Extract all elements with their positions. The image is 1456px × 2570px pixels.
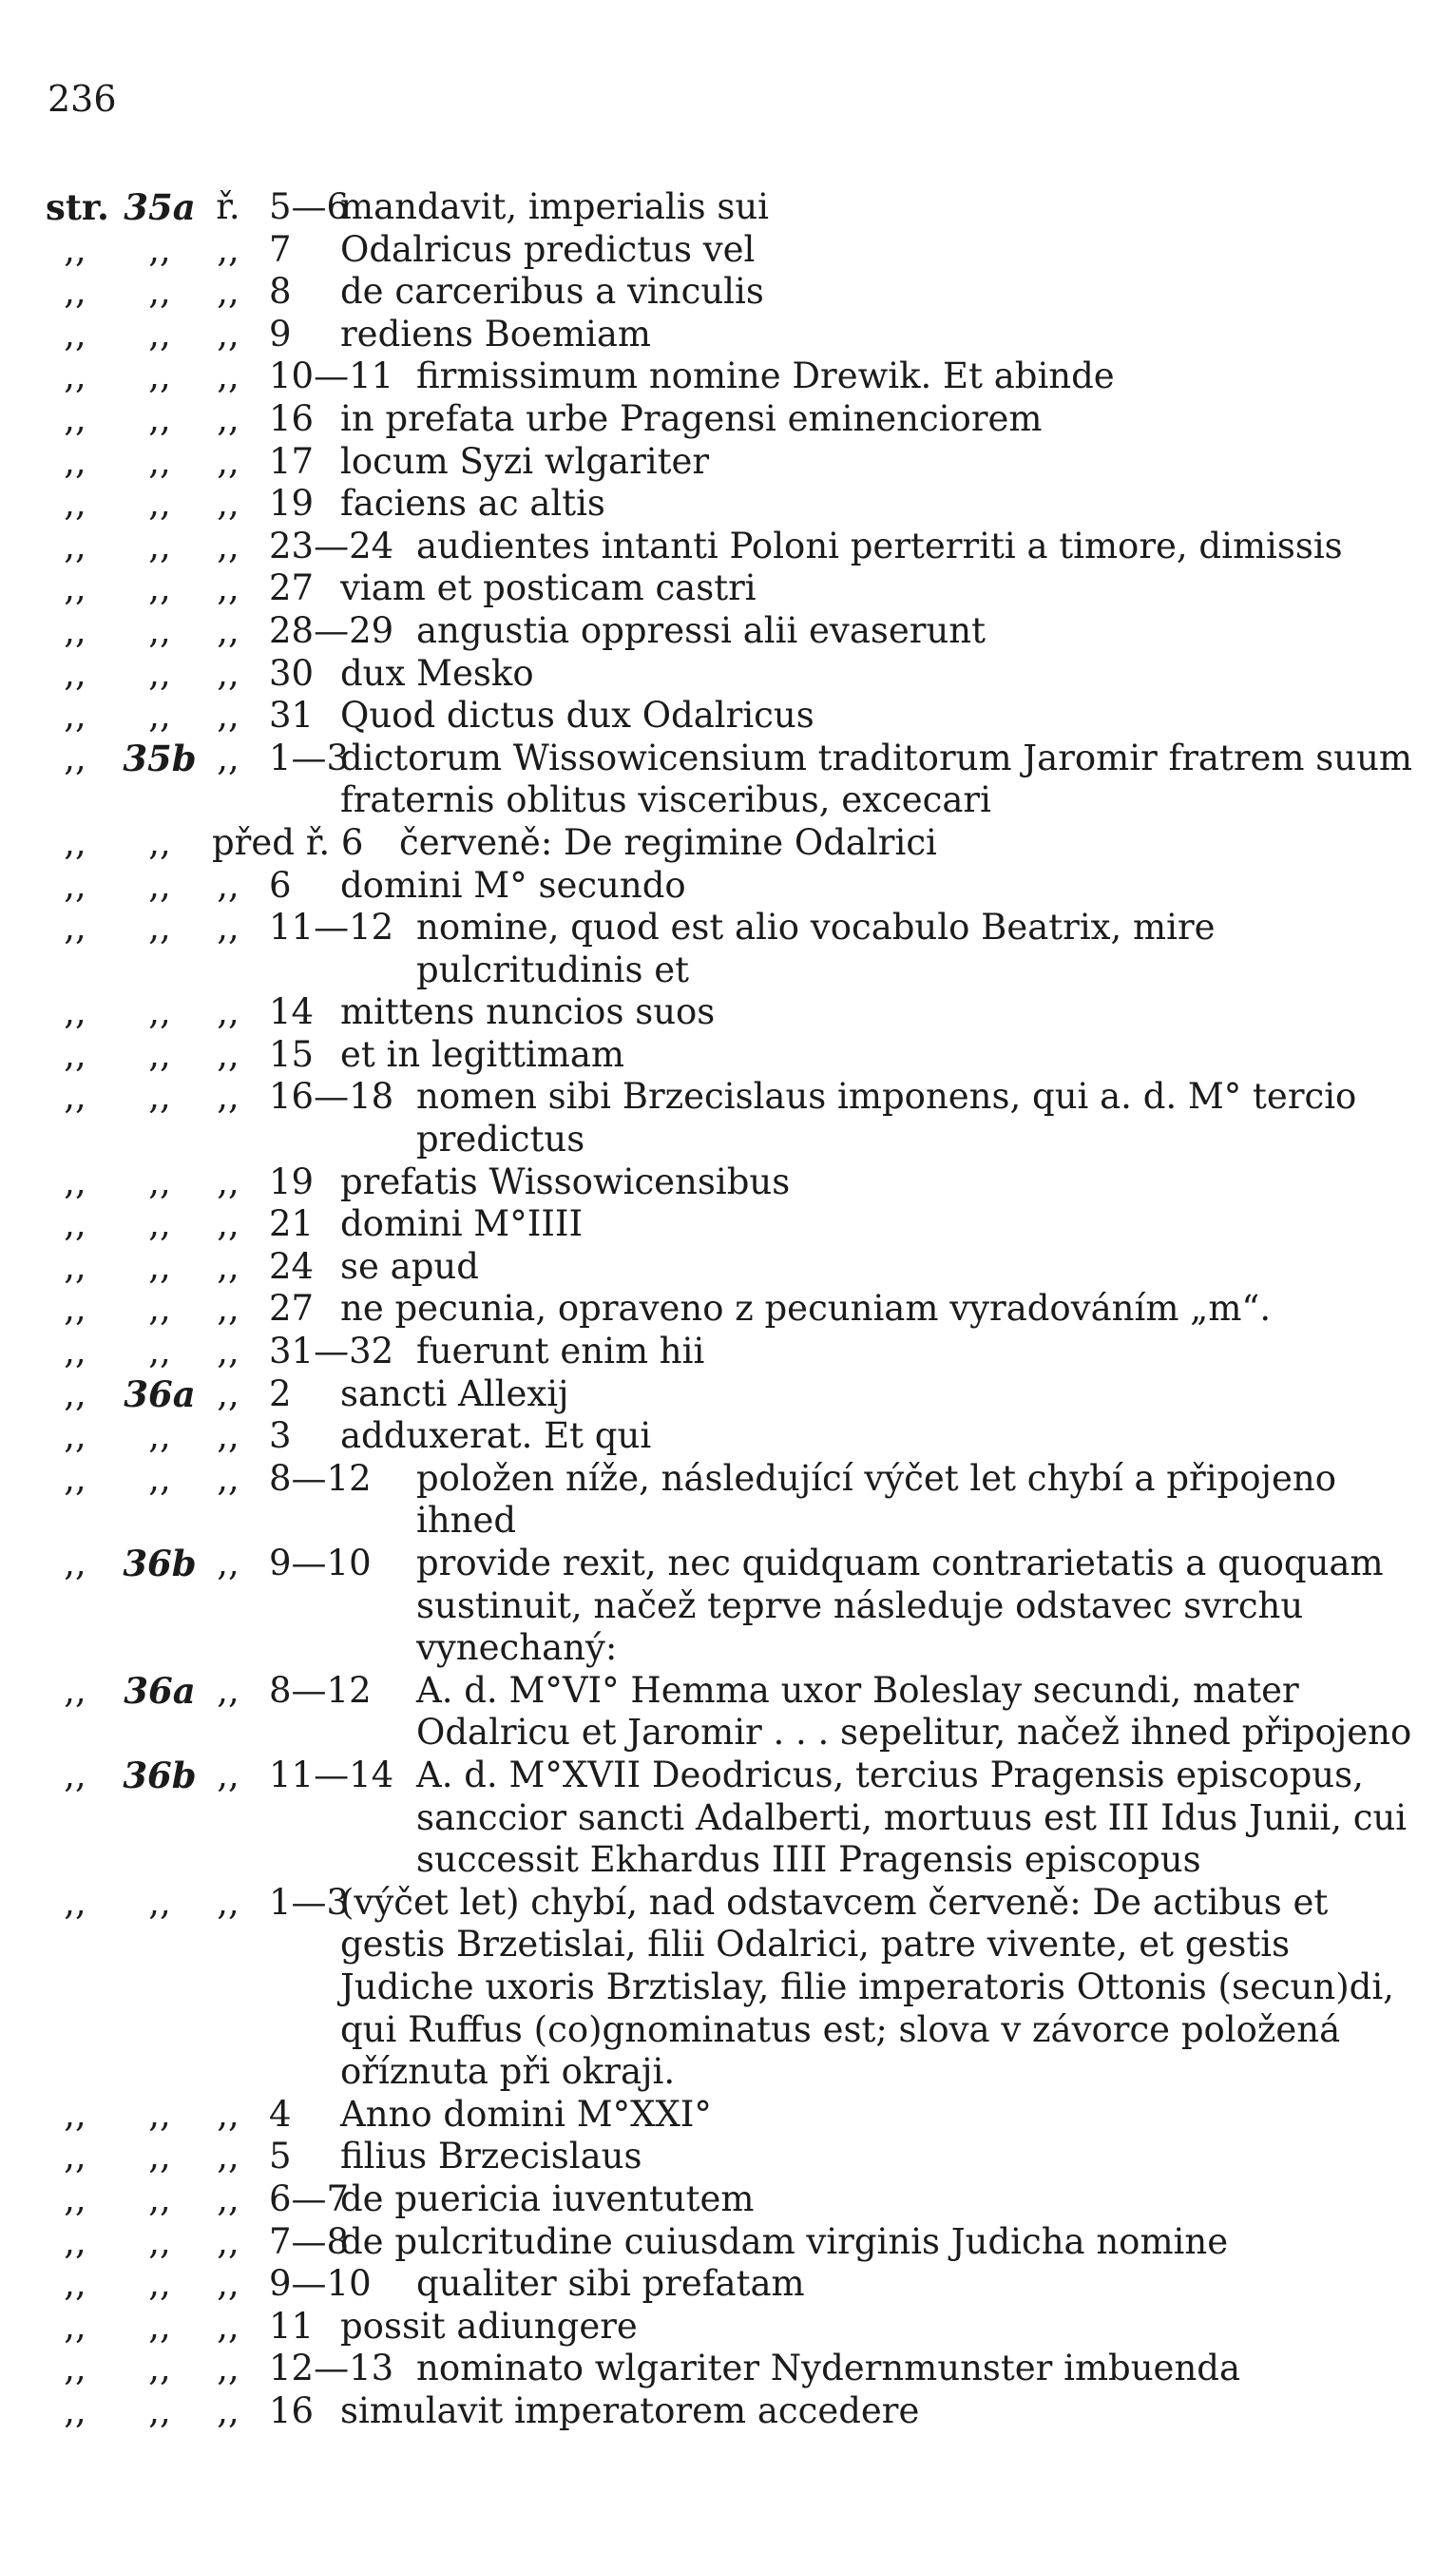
- line-marker: ,,: [217, 1415, 239, 1457]
- folio-ref: ,,: [148, 1457, 171, 1499]
- folio-ref: ,,: [148, 864, 171, 906]
- line-number: 21: [269, 1203, 315, 1245]
- folio-ref: ,,: [148, 440, 171, 482]
- line-number: 11: [269, 2305, 315, 2347]
- apparatus-entry: [46, 1373, 1414, 1416]
- folio-ref: ,,: [148, 2220, 171, 2262]
- folio-ref: ,,: [148, 652, 171, 694]
- folio-ref: ,,: [148, 483, 171, 525]
- page-ref: ,,: [64, 567, 86, 609]
- page-ref: ,,: [64, 1288, 86, 1330]
- page-ref: ,,: [64, 1245, 86, 1287]
- page-ref: ,,: [64, 483, 86, 525]
- apparatus-entry: [46, 865, 1414, 908]
- folio-ref: ,,: [148, 1160, 171, 1202]
- entry-text: adduxerat. Et qui: [340, 1415, 652, 1457]
- apparatus-entry: [46, 1161, 1414, 1204]
- page-ref: ,,: [64, 864, 86, 906]
- page-ref: ,,: [64, 1331, 86, 1372]
- line-number: 8—12: [269, 1669, 372, 1711]
- page-ref: ,,: [64, 1415, 86, 1457]
- page-ref: ,,: [64, 271, 86, 313]
- page-ref: ,,: [64, 695, 86, 737]
- apparatus-entry: [46, 1331, 1414, 1373]
- page-ref: ,,: [64, 2220, 86, 2262]
- page-ref: ,,: [64, 1033, 86, 1075]
- entry-text: provide rexit, nec quidquam contrarietatis a quoquam sustinuit, načež teprve následuje odstavec svrchu vynechaný:: [416, 1543, 1384, 1669]
- folio-ref: ,,: [148, 397, 171, 439]
- entry-text: Anno domini M°XXI°: [340, 2093, 712, 2135]
- apparatus-entry: [46, 1288, 1414, 1331]
- line-marker: ,,: [217, 864, 239, 906]
- line-number: 14: [269, 991, 315, 1033]
- line-marker: ,,: [217, 1245, 239, 1287]
- apparatus-entry: [46, 2094, 1414, 2137]
- page-ref: ,,: [64, 228, 86, 270]
- page-ref: ,,: [64, 1754, 86, 1795]
- line-number: 6: [269, 864, 292, 906]
- line-number: 9—10: [269, 1543, 372, 1583]
- folio-ref: ,,: [148, 2263, 171, 2305]
- line-number: 30: [269, 652, 315, 694]
- line-number: 3: [269, 1415, 292, 1457]
- entry-text: položen níže, následující výčet let chybí a připojeno ihned: [416, 1457, 1336, 1542]
- entry-text: qualiter sibi prefatam: [416, 2263, 805, 2305]
- line-marker: ,,: [217, 1288, 239, 1330]
- line-number: 6—7: [269, 2177, 350, 2219]
- apparatus-entry: [46, 398, 1414, 441]
- apparatus-entry: [46, 653, 1414, 696]
- apparatus-entry: [46, 1415, 1414, 1458]
- entry-text: A. d. M°XVII Deodricus, tercius Pragensis episcopus, sanccior sancti Adalberti, mortuus est III Idus Junii, cui successit Ekhardus IIII Pragensis episcopus: [416, 1754, 1408, 1881]
- folio-ref: ,,: [148, 1415, 171, 1457]
- page-ref: ,,: [64, 821, 86, 863]
- line-number: 31: [269, 695, 315, 737]
- apparatus-entry: [46, 1203, 1414, 1246]
- apparatus-entry: [46, 1882, 1414, 2094]
- entry-text: prefatis Wissowicensibus: [340, 1160, 791, 1202]
- entry-text: mandavit, imperialis sui: [340, 186, 769, 227]
- entry-text: dictorum Wissowicensium traditorum Jaromir fratrem suum fraternis oblitus visceribus, excecari: [340, 737, 1412, 821]
- apparatus-entry: [46, 1034, 1414, 1077]
- page-ref: ,,: [64, 2136, 86, 2177]
- entry-text: de carceribus a vinculis: [340, 271, 764, 313]
- page-ref: ,,: [64, 991, 86, 1033]
- entry-text: domini M°IIII: [340, 1203, 584, 1245]
- folio-ref: ,,: [148, 2093, 171, 2135]
- line-number: 1—3: [269, 737, 350, 778]
- entry-text: nomine, quod est alio vocabulo Beatrix, mire pulcritudinis et: [416, 907, 1216, 990]
- apparatus-entry: [46, 1458, 1414, 1543]
- entry-text: nomen sibi Brzecislaus imponens, qui a. d. M° tercio predictus: [416, 1076, 1357, 1160]
- page-ref: ,,: [64, 2389, 86, 2431]
- page-ref: ,,: [64, 1669, 86, 1711]
- folio-ref: ,,: [148, 991, 171, 1033]
- page-ref: ,,: [64, 313, 86, 355]
- line-marker: ,,: [217, 1669, 239, 1711]
- line-number: 8: [269, 271, 292, 313]
- line-number: 16: [269, 397, 315, 439]
- apparatus-entry: [46, 483, 1414, 526]
- apparatus-entry: [46, 2390, 1414, 2433]
- folio-ref: ,,: [148, 1881, 171, 1923]
- line-number: 10—11: [269, 355, 394, 397]
- entry-text: sancti Allexij: [340, 1372, 569, 1414]
- page-ref: ,,: [64, 907, 86, 949]
- entry-text: possit adiungere: [340, 2305, 638, 2347]
- folio-ref: ,,: [148, 525, 171, 566]
- page-ref: ,,: [64, 1203, 86, 1245]
- line-number: 16: [269, 2389, 315, 2431]
- folio-ref: ,,: [148, 271, 171, 313]
- line-number: 8—12: [269, 1457, 372, 1499]
- entry-text: et in legittimam: [340, 1033, 624, 1075]
- line-number: 19: [269, 1160, 315, 1202]
- entry-text: in prefata urbe Pragensi eminenciorem: [340, 397, 1043, 439]
- folio-ref: ,,: [148, 821, 171, 863]
- line-number: 9—10: [269, 2263, 372, 2305]
- line-number: 24: [269, 1245, 315, 1287]
- folio-ref: 36a: [124, 1372, 196, 1415]
- folio-ref: ,,: [148, 2348, 171, 2389]
- line-number: 11—14: [269, 1754, 394, 1795]
- page-ref: ,,: [64, 1543, 86, 1583]
- line-marker: ,,: [217, 2136, 239, 2177]
- folio-ref: ,,: [148, 228, 171, 270]
- apparatus-entry: [46, 441, 1414, 484]
- apparatus-entry: [46, 822, 1414, 865]
- line-marker: ,,: [217, 313, 239, 355]
- folio-ref: 36a: [124, 1669, 196, 1712]
- line-marker: před ř. 6: [212, 821, 364, 863]
- line-number: 11—12: [269, 907, 394, 949]
- page-ref: ,,: [64, 2305, 86, 2347]
- entry-text: se apud: [340, 1245, 479, 1287]
- folio-ref: ,,: [148, 1331, 171, 1372]
- line-marker: ,,: [217, 1160, 239, 1202]
- entry-text: rediens Boemiam: [340, 313, 652, 355]
- page-ref: ,,: [64, 1881, 86, 1923]
- folio-ref: ,,: [148, 1288, 171, 1330]
- entry-text: faciens ac altis: [340, 483, 605, 525]
- entry-text: locum Syzi wlgariter: [340, 440, 710, 482]
- page-ref: ,,: [64, 737, 86, 778]
- folio-ref: ,,: [148, 609, 171, 651]
- line-marker: ,,: [217, 1457, 239, 1499]
- apparatus-entry: [46, 526, 1414, 568]
- folio-ref: ,,: [148, 313, 171, 355]
- apparatus-entry: [46, 2136, 1414, 2178]
- folio-ref: ,,: [148, 2305, 171, 2347]
- folio-ref: 35a: [124, 186, 196, 228]
- apparatus-entry: [46, 2178, 1414, 2221]
- entry-text: Odalricus predictus vel: [340, 228, 756, 270]
- line-marker: ,,: [217, 1881, 239, 1923]
- line-marker: ,,: [217, 1754, 239, 1795]
- apparatus-entry: [46, 314, 1414, 356]
- page-ref: str.: [46, 186, 109, 228]
- apparatus-entry: [46, 2263, 1414, 2306]
- entry-text: simulavit imperatorem accedere: [340, 2389, 920, 2431]
- folio-ref: ,,: [148, 1245, 171, 1287]
- line-marker: ,,: [217, 2093, 239, 2135]
- folio-ref: 36b: [123, 1543, 197, 1584]
- line-marker: ,,: [217, 483, 239, 525]
- apparatus-entry: [46, 1670, 1414, 1755]
- apparatus-entry: [46, 991, 1414, 1034]
- folio-ref: ,,: [148, 355, 171, 397]
- line-number: 27: [269, 567, 315, 609]
- entry-text: viam et posticam castri: [340, 567, 757, 609]
- apparatus-entry: [46, 1246, 1414, 1289]
- line-marker: ,,: [217, 652, 239, 694]
- line-marker: ,,: [217, 737, 239, 778]
- line-marker: ,,: [217, 1076, 239, 1118]
- page-number: 236: [48, 78, 117, 120]
- line-marker: ,,: [217, 567, 239, 609]
- critical-apparatus-list: [46, 186, 1414, 2432]
- line-marker: ř.: [216, 186, 240, 227]
- line-marker: ,,: [217, 525, 239, 566]
- line-marker: ,,: [217, 1033, 239, 1075]
- apparatus-entry: [46, 1755, 1414, 1882]
- line-number: 5—6: [269, 186, 350, 227]
- line-number: 5: [269, 2136, 292, 2177]
- entry-text: dux Mesko: [340, 652, 534, 694]
- line-marker: ,,: [217, 2305, 239, 2347]
- line-number: 4: [269, 2093, 292, 2135]
- page-ref: ,,: [64, 2177, 86, 2219]
- folio-ref: ,,: [148, 2389, 171, 2431]
- entry-text: červeně: De regimine Odalrici: [399, 821, 937, 863]
- page-ref: ,,: [64, 1076, 86, 1118]
- entry-text: Quod dictus dux Odalricus: [340, 695, 814, 737]
- apparatus-entry: [46, 567, 1414, 610]
- folio-ref: ,,: [148, 695, 171, 737]
- line-number: 16—18: [269, 1076, 394, 1118]
- apparatus-entry: [46, 271, 1414, 314]
- page-ref: ,,: [64, 1372, 86, 1414]
- page-ref: ,,: [64, 397, 86, 439]
- page-ref: ,,: [64, 525, 86, 566]
- line-marker: ,,: [217, 1203, 239, 1245]
- apparatus-entry: [46, 355, 1414, 398]
- page-ref: ,,: [64, 2348, 86, 2389]
- line-marker: ,,: [217, 1372, 239, 1414]
- line-marker: ,,: [217, 228, 239, 270]
- entry-text: mittens nuncios suos: [340, 991, 716, 1033]
- apparatus-entry: [46, 907, 1414, 991]
- line-number: 28—29: [269, 609, 394, 651]
- folio-ref: ,,: [148, 567, 171, 609]
- apparatus-entry: [46, 2306, 1414, 2349]
- folio-ref: ,,: [148, 1033, 171, 1075]
- apparatus-entry: [46, 1076, 1414, 1160]
- page-ref: ,,: [64, 440, 86, 482]
- line-marker: ,,: [217, 2220, 239, 2262]
- line-marker: ,,: [217, 695, 239, 737]
- line-marker: ,,: [217, 440, 239, 482]
- line-number: 17: [269, 440, 315, 482]
- line-number: 7—8: [269, 2220, 350, 2262]
- apparatus-entry: [46, 610, 1414, 653]
- line-number: 1—3: [269, 1881, 350, 1923]
- entry-text: A. d. M°VI° Hemma uxor Boleslay secundi, mater Odalricu et Jaromir . . . sepelitur, načež ihned připojeno: [416, 1669, 1412, 1754]
- folio-ref: ,,: [148, 2177, 171, 2219]
- entry-text: ne pecunia, opraveno z pecuniam vyradováním „m“.: [340, 1288, 1272, 1330]
- line-number: 7: [269, 228, 292, 270]
- folio-ref: 35b: [123, 737, 197, 779]
- line-marker: ,,: [217, 2177, 239, 2219]
- line-marker: ,,: [217, 991, 239, 1033]
- line-marker: ,,: [217, 2389, 239, 2431]
- line-marker: ,,: [217, 355, 239, 397]
- line-marker: ,,: [217, 609, 239, 651]
- entry-text: fuerunt enim hii: [416, 1331, 705, 1372]
- entry-text: filius Brzecislaus: [340, 2136, 642, 2177]
- line-number: 9: [269, 313, 292, 355]
- line-number: 2: [269, 1372, 292, 1414]
- line-number: 12—13: [269, 2348, 394, 2389]
- entry-text: domini M° secundo: [340, 864, 686, 906]
- line-number: 15: [269, 1033, 315, 1075]
- page-ref: ,,: [64, 1457, 86, 1499]
- line-number: 23—24: [269, 525, 394, 566]
- page-ref: ,,: [64, 652, 86, 694]
- folio-ref: ,,: [148, 1203, 171, 1245]
- page-ref: ,,: [64, 355, 86, 397]
- line-marker: ,,: [217, 1543, 239, 1583]
- folio-ref: ,,: [148, 1076, 171, 1118]
- apparatus-entry: [46, 2221, 1414, 2264]
- apparatus-entry: [46, 738, 1414, 822]
- folio-ref: ,,: [148, 2136, 171, 2177]
- apparatus-entry: [46, 695, 1414, 738]
- entry-text: audientes intanti Poloni perterriti a timore, dimissis: [416, 525, 1343, 566]
- entry-text: (výčet let) chybí, nad odstavcem červeně: De actibus et gestis Brzetislai, filii Odalrici, patre vivente, et gestis Judiche uxoris Brztislay, filie imperatoris Ottonis (secun)di, qui Ruffus (co)gnominatus est; slova v závorce položená oříznuta při okraji.: [340, 1881, 1394, 2093]
- line-marker: ,,: [217, 2263, 239, 2305]
- folio-ref: ,,: [148, 907, 171, 949]
- line-marker: ,,: [217, 907, 239, 949]
- line-number: 27: [269, 1288, 315, 1330]
- apparatus-entry: [46, 186, 1414, 229]
- entry-text: de pulcritudine cuiusdam virginis Judicha nomine: [340, 2220, 1229, 2262]
- page-ref: ,,: [64, 1160, 86, 1202]
- page-ref: ,,: [64, 2263, 86, 2305]
- entry-text: firmissimum nomine Drewik. Et abinde: [416, 355, 1115, 397]
- folio-ref: 36b: [123, 1754, 197, 1796]
- line-number: 31—32: [269, 1331, 394, 1372]
- page-ref: ,,: [64, 609, 86, 651]
- entry-text: nominato wlgariter Nydernmunster imbuenda: [416, 2348, 1241, 2389]
- line-marker: ,,: [217, 397, 239, 439]
- line-marker: ,,: [217, 271, 239, 313]
- line-number: 19: [269, 483, 315, 525]
- apparatus-entry: [46, 1543, 1414, 1670]
- page-ref: ,,: [64, 2093, 86, 2135]
- apparatus-entry: [46, 229, 1414, 272]
- line-marker: ,,: [217, 1331, 239, 1372]
- line-marker: ,,: [217, 2348, 239, 2389]
- apparatus-entry: [46, 2348, 1414, 2390]
- entry-text: de puericia iuventutem: [340, 2177, 755, 2219]
- entry-text: angustia oppressi alii evaserunt: [416, 609, 986, 651]
